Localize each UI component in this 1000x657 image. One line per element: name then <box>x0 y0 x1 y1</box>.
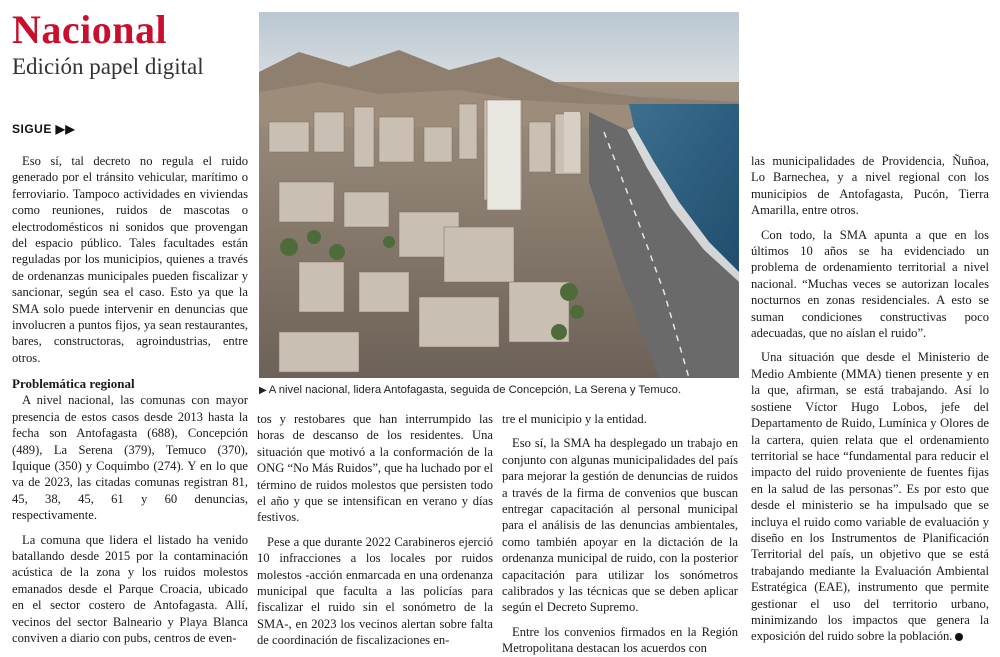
paragraph: Pese a que durante 2022 Carabineros ejerció 10 infracciones a los locales por ruidos molestos -acción enmarcada en una ordenanza municipal que faculta a las policías para fiscalizar el ruido sin el sonómetro de la SMA-, en 2023 los vecinos alertan sobre falta de coordinación de fiscalizaciones en- <box>257 534 493 648</box>
article-column-1 <box>12 153 248 644</box>
photo-caption <box>259 384 739 396</box>
paragraph-text: Una situación que desde el Ministerio de Medio Ambiente (MMA) tienen presente y en la que, afirman, se está trabajando. Así lo sostiene Víctor Hugo Lobos, jefe del Departamento de Ruido, Lumínica y Olores de la cartera, quien relata que el ordenamiento territorial se hace “fundamental para reducir el impacto del ruido proveniente de fuentes fijas en la salud de las personas”. Es por esto que desde el ministerio se ha impulsado que se incluya el ruido como variable de evaluación y diseño en los Instrumentos de Planificación Territorial del país, un objetivo que se está trabajando mediante la Evaluación Ambiental Estratégica (EAE), instrumento que permite gestionar el uso del territorio urbano, minimizando los impactos que genera la exposición del ruido sobre la población. <box>751 350 989 644</box>
masthead <box>12 8 204 80</box>
article-column-3 <box>502 411 738 656</box>
paragraph: Eso sí, la SMA ha desplegado un trabajo en conjunto con algunas municipalidades del país para mejorar la gestión de denuncias de ruidos a través de la firma de convenios que buscan entregar capacitación al personal municipal para el análisis de las denuncias ambientales, como también apoyar en la dictación de la ordenanza municipal de ruido, con la posterior capacitación para utilizar los sonómetros calibrados y las técnicas que se deben aplicar según el Decreto Supremo. <box>502 436 738 615</box>
photo-illustration <box>259 12 739 378</box>
paragraph: tre el municipio y la entidad. <box>502 412 647 426</box>
edition-label: Edición papel digital <box>12 54 204 79</box>
paragraph: La comuna que lidera el listado ha venido batallando desde 2015 por la contaminación acústica de la zona y los ruidos molestos emanados desde el Parque Croacia, ubicado en el sector costero de Antofagasta. Allí, vecinos del sector Balneario y Playa Blanca conviven a diario con pubs, centros de even- <box>12 532 248 645</box>
article-column-4 <box>751 153 989 644</box>
paragraph <box>751 349 989 644</box>
caption-triangle-icon: ▶ <box>259 385 267 396</box>
paragraph: las municipalidades de Providencia, Ñuñoa, Lo Barnechea, y a nivel regional con los municipios de Antofagasta, Pucón, Tierra Amarilla, entre otros. <box>751 154 989 218</box>
caption-text: A nivel nacional, lidera Antofagasta, seguida de Concepción, La Serena y Temuco. <box>268 384 682 396</box>
continuation-label: SIGUE ▶▶ <box>12 122 76 136</box>
aerial-city-photo-icon <box>259 12 739 378</box>
subheading: Problemática regional <box>12 376 135 392</box>
paragraph: A nivel nacional, las comunas con mayor presencia de estos casos desde 2013 hasta la fecha son Antofagasta (688), Concepción (489), La Serena (379), Temuco (370), Iquique (350) y Coquimbo (274). Y en lo que va de 2023, las citadas comunas registran 81, 45, 38, 45, 61 y 60 denuncias, respectivamente. <box>12 393 248 523</box>
article-column-2 <box>257 411 493 648</box>
paragraph: tos y restobares que han interrumpido las horas de descanso de los residentes. Una situación que motivó a la conformación de la ONG “No Más Ruidos”, que ha luchado por el término de ruidos molestos que persisten todo el año y que se intensifican en verano y días festivos. <box>257 412 493 525</box>
section-title: Nacional <box>12 7 168 52</box>
paragraph: Eso sí, tal decreto no regula el ruido generado por el tránsito vehicular, marítimo o ferroviario. Tampoco actividades en viviendas como reuniones, ruidos de mascotas o electrodomésticos ni sonidos que provengan del espacio público. Tales facultades están reguladas por los municipios, quienes a través de ordenanzas municipales pueden fiscalizar y sancionar, según sea el caso. Esto ya que la SMA solo puede intervenir en denuncias que involucren a puntos fijos, ya sean restaurantes, bares, constructoras, agroindustrias, entre otros. <box>12 154 248 365</box>
paragraph: Entre los convenios firmados en la Región Metropolitana destacan los acuerdos con <box>502 624 738 656</box>
paragraph: Con todo, la SMA apunta a que en los últimos 10 años se ha evidenciado un problema de ordenamiento territorial a nivel nacional. “Muchas veces se autorizan locales nocturnos en zonas residenciales. A esto se suman condiciones constructivas poco adecuadas, que no aíslan el ruido”. <box>751 227 989 341</box>
end-of-article-icon <box>955 633 963 641</box>
